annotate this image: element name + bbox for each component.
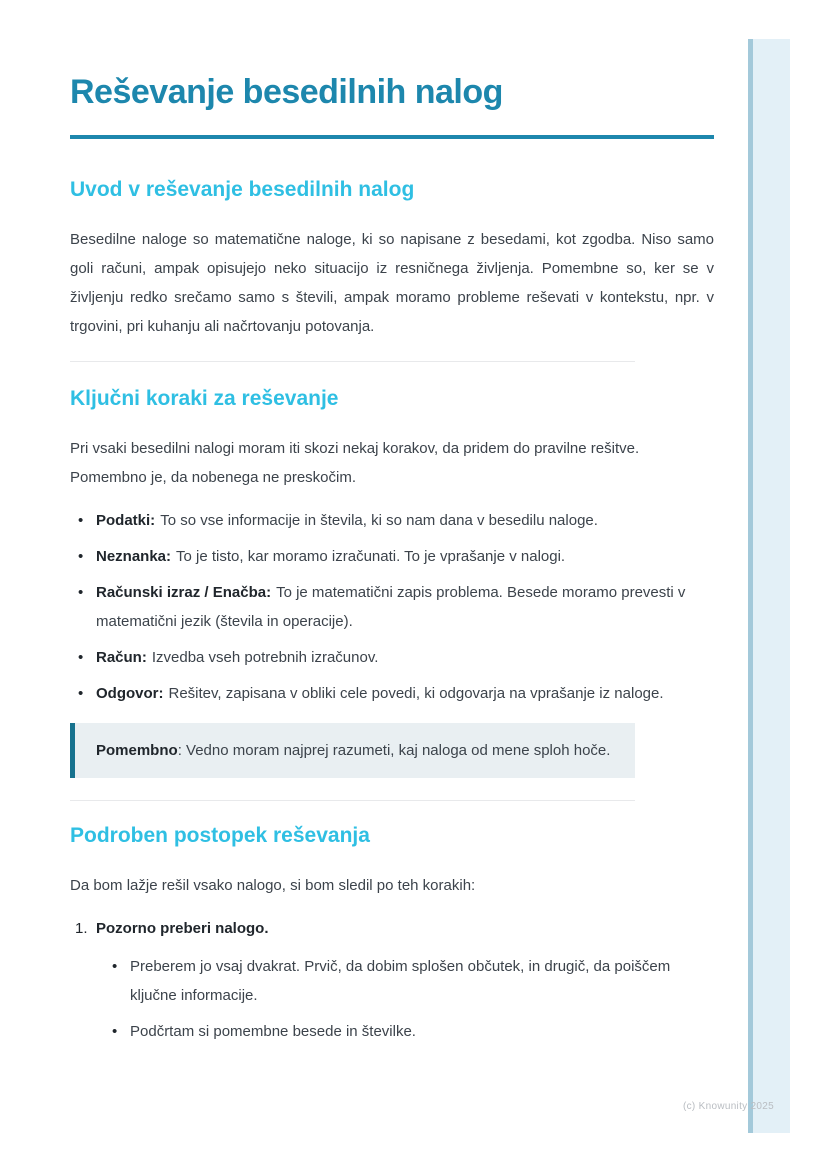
sub-list-item: • Preberem jo vsaj dvakrat. Prvič, da dobim splošen občutek, in drugič, da poiščem ključne informacije. xyxy=(96,952,714,1010)
section-divider xyxy=(70,800,635,801)
list-item-text: Izvedba vseh potrebnih izračunov. xyxy=(151,649,379,666)
list-item-term: Podatki: xyxy=(96,512,156,529)
callout-text xyxy=(96,736,611,765)
list-item-text: To je tisto, kar moramo izračunati. To je vprašanje v nalogi. xyxy=(176,548,566,565)
list-item xyxy=(70,506,714,535)
callout-body: : Vedno moram najprej razumeti, kaj naloga od mene sploh hoče. xyxy=(177,742,611,759)
list-item-term: Odgovor: xyxy=(96,685,164,702)
list-item xyxy=(70,643,714,672)
list-item-text: To je matematični zapis problema. Besede moramo prevesti v matematični jezik (števila in operacije). xyxy=(96,584,686,630)
numbered-item-number: 1. xyxy=(75,920,88,937)
list-item-term: Računski izraz / Enačba: xyxy=(96,584,272,601)
steps-intro-paragraph: Pri vsaki besedilni nalogi moram iti skozi nekaj korakov, da pridem do pravilne rešitve. Pomembno je, da nobenega ne preskočim. xyxy=(70,440,640,486)
numbered-item xyxy=(70,914,714,1046)
title-underline-rule xyxy=(70,135,714,139)
section-podroben-postopek xyxy=(70,823,714,1046)
important-callout xyxy=(70,723,635,778)
page-edge-strip xyxy=(748,39,790,1133)
procedure-intro-paragraph: Da bom lažje rešil vsako nalogo, si bom sledil po teh korakih: xyxy=(70,877,476,894)
numbered-item-title: Pozorno preberi nalogo. xyxy=(96,920,269,937)
section-divider xyxy=(70,361,635,362)
list-item xyxy=(70,578,714,636)
sub-bullet-list xyxy=(96,952,714,1046)
document-content xyxy=(70,0,714,1053)
list-item-term: Neznanka: xyxy=(96,548,172,565)
page-title: Reševanje besedilnih nalog xyxy=(70,73,503,111)
sub-list-item: • Podčrtam si pomembne besede in številke. xyxy=(96,1017,714,1046)
intro-paragraph: Besedilne naloge so matematične naloge, ki so napisane z besedami, kot zgodba. Niso samo goli računi, ampak opisujejo neko situacijo iz resničnega življenja. Pomembne so, ker se v življenju redko srečamo samo s števili, ampak moramo probleme reševati v kontekstu, npr. v trgovini, pri kuhanju ali načrtovanju potovanja. xyxy=(70,231,714,335)
callout-term: Pomembno xyxy=(96,742,178,759)
list-item-term: Račun: xyxy=(96,649,147,666)
section-heading-kljucni-koraki: Ključni koraki za reševanje xyxy=(70,387,339,410)
copyright-watermark: (c) Knowunity 2025 xyxy=(682,1101,774,1112)
list-item-text: Rešitev, zapisana v obliki cele povedi, ki odgovarja na vprašanje iz naloge. xyxy=(168,685,664,702)
list-item-text: To so vse informacije in števila, ki so nam dana v besedilu naloge. xyxy=(160,512,598,529)
section-uvod xyxy=(70,177,714,341)
list-item xyxy=(70,542,714,571)
section-heading-podroben-postopek: Podroben postopek reševanja xyxy=(70,824,370,847)
section-heading-uvod: Uvod v reševanje besedilnih nalog xyxy=(70,178,415,201)
key-steps-list xyxy=(70,506,714,708)
section-kljucni-koraki xyxy=(70,386,714,778)
list-item xyxy=(70,679,714,708)
